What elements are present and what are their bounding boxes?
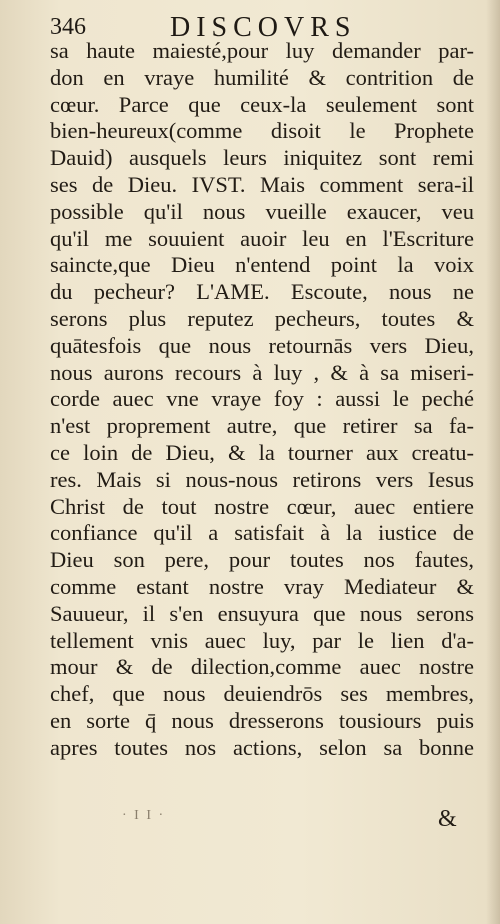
text-line: n'est proprement autre, que retirer sa fa- xyxy=(50,413,474,439)
text-line: serons plus reputez pecheurs, toutes & xyxy=(50,305,474,331)
text-line: apres toutes nos actions, selon sa bonne xyxy=(50,734,474,760)
text-line: quātesfois que nous retournās vers Dieu, xyxy=(50,332,474,358)
text-line: Dieu son pere, pour toutes nos fautes, xyxy=(50,547,474,573)
text-line: Sauueur, il s'en ensuyura que nous serons xyxy=(50,600,474,626)
text-line: saincte,que Dieu n'entend point la voix xyxy=(50,252,474,278)
text-line: ses de Dieu. IVST. Mais comment sera-il xyxy=(50,171,474,197)
text-line: nous aurons recours à luy , & à sa miseri- xyxy=(50,359,474,385)
page-edge-shadow xyxy=(486,0,500,924)
text-line: en sorte q̄ nous dresserons tousiours puis xyxy=(50,707,474,733)
text-line: cœur. Parce que ceux-la seulement sont xyxy=(50,91,474,117)
page-number: 346 xyxy=(50,14,86,40)
running-title: DISCOVRS xyxy=(170,12,357,43)
text-line: qu'il me souuient auoir leu en l'Escriture xyxy=(50,225,474,251)
text-line: du pecheur? L'AME. Escoute, nous ne xyxy=(50,279,474,305)
text-line: confiance qu'il a satisfait à la iustice de xyxy=(50,520,474,546)
text-line: comme estant nostre vray Mediateur & xyxy=(50,573,474,599)
text-line: chef, que nous deuiendrōs ses membres, xyxy=(50,681,474,707)
text-line: possible qu'il nous vueille exaucer, veu xyxy=(50,198,474,224)
text-line: Dauid) ausquels leurs iniquitez sont remi xyxy=(50,145,474,171)
text-line: tellement vnis auec luy, par le lien d'a- xyxy=(50,627,474,653)
text-line: mour & de dilection,comme auec nostre xyxy=(50,654,474,680)
text-line: don en vraye humilité & contrition de xyxy=(50,64,474,90)
text-line: res. Mais si nous-nous retirons vers Iesus xyxy=(50,466,474,492)
text-line: ce loin de Dieu, & la tourner aux creatu- xyxy=(50,439,474,465)
catchword: & xyxy=(438,806,457,832)
text-line: sa haute maiesté,pour luy demander par- xyxy=(50,38,474,63)
text-line: corde auec vne vraye foy : aussi le peché xyxy=(50,386,474,412)
signature-mark: · I I · xyxy=(122,808,166,823)
body-text xyxy=(50,38,474,762)
text-line: Christ de tout nostre cœur, auec entiere xyxy=(50,493,474,519)
text-line: bien-heureux(comme disoit le Prophete xyxy=(50,118,474,144)
